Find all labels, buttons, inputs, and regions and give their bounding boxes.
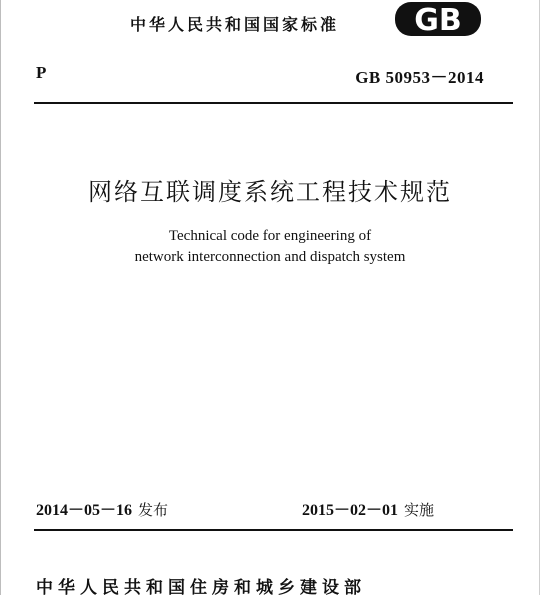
issuing-authority: 中华人民共和国住房和城乡建设部 xyxy=(36,578,366,598)
implementation-date: 2015－02－01 xyxy=(302,502,399,519)
national-standard-label: 中华人民共和国国家标准 xyxy=(130,15,340,34)
issue-date: 2014－05－16 xyxy=(36,502,133,519)
title-english-line2: network interconnection and dispatch system xyxy=(134,249,406,265)
gb-logo xyxy=(393,0,485,40)
title-english-line1: Technical code for engineering of xyxy=(168,228,372,244)
top-divider xyxy=(34,102,513,104)
implementation-date-block xyxy=(302,497,434,520)
title-chinese: 网络互联调度系统工程技术规范 xyxy=(88,178,452,206)
bottom-divider xyxy=(34,529,513,531)
issue-label: 发布 xyxy=(138,501,169,519)
category-code: P xyxy=(36,63,47,82)
gb-logo-text: GB xyxy=(414,3,462,38)
page-edge-left xyxy=(0,0,1,595)
standard-number: GB 50953－2014 xyxy=(355,68,484,87)
issue-date-block xyxy=(36,497,168,520)
title-english xyxy=(0,226,540,268)
implementation-label: 实施 xyxy=(404,501,435,519)
